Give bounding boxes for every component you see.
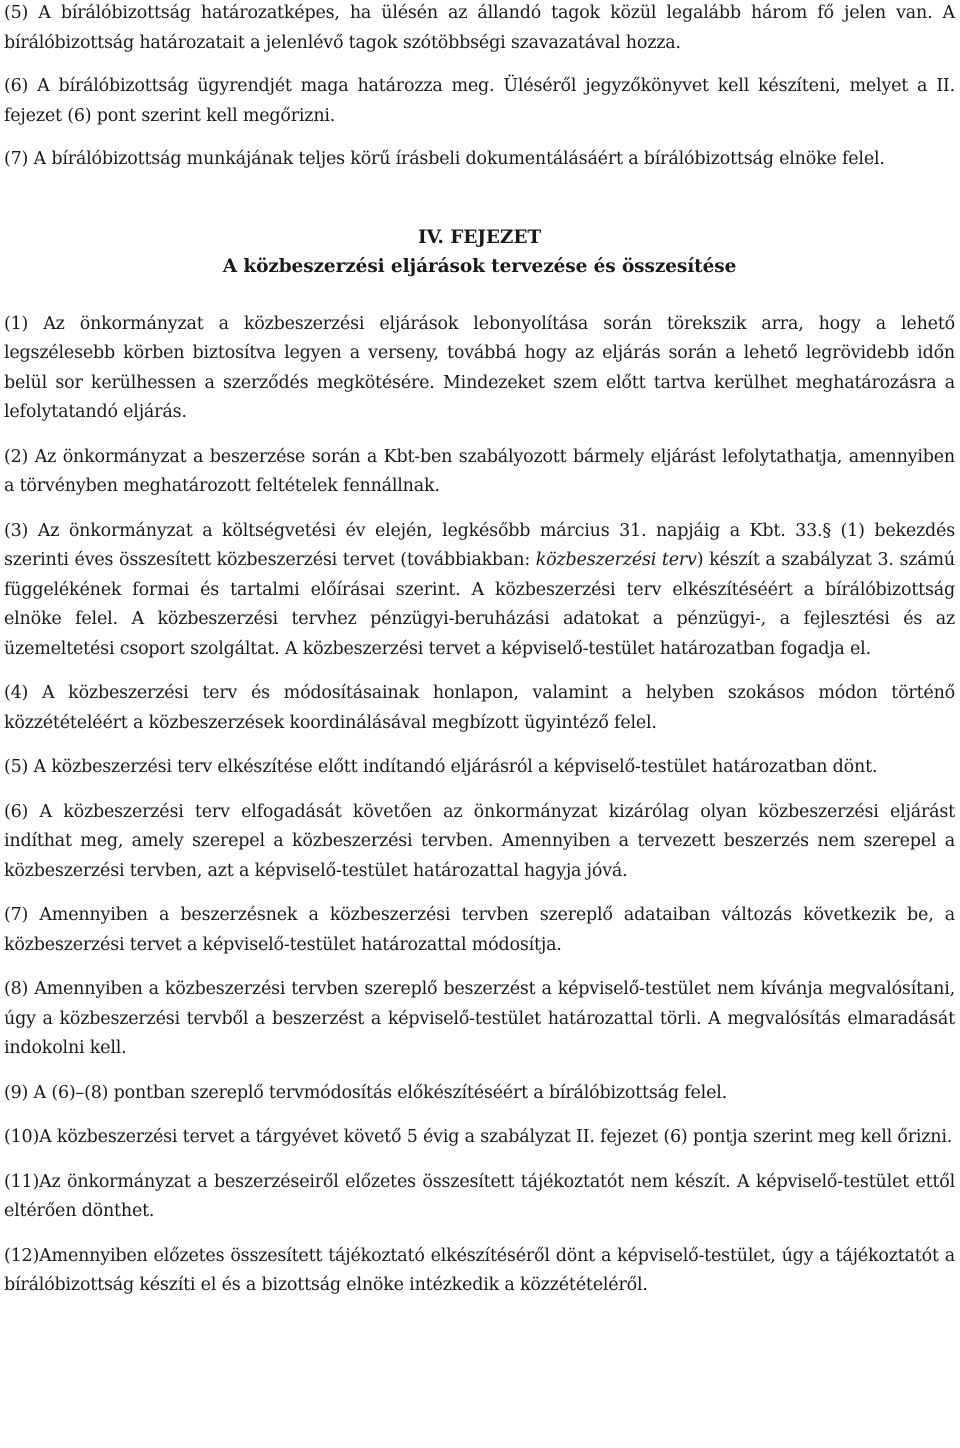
paragraph-6-top: (6) A bírálóbizottság ügyrendjét maga határozza meg. Üléséről jegyzőkönyvet kell készíteni, melyet a II. fejezet (6) pont szerint kell megőrizni. — [4, 76, 955, 126]
paragraph-3-italic-term: közbeszerzési terv — [535, 550, 697, 570]
chapter-number: IV. FEJEZET — [417, 226, 542, 248]
paragraph-8: (8) Amennyiben a közbeszerzési tervben szereplő beszerzést a képviselő-testület nem kívánja megvalósítani, úgy a közbeszerzési tervből a beszerzést a képviselő-testület határozattal törli. A megvalósítás elmaradását indokolni kell. — [4, 979, 955, 1058]
paragraph-3-text-b: ) készít a szabályzat 3. számú függelékének formai és tartalmi előírásai szerint. A közbeszerzési terv elkészítéséért a bírálóbizottság elnöke felel. A közbeszerzési tervhez pénzügyi-beruházási adatokat a pénzügyi-, a fejlesztési és az üzemeltetési csoport szolgáltat. A közbeszerzési tervet a képviselő-testület határozatban fogadja el. — [4, 550, 955, 659]
paragraph-7: (7) Amennyiben a beszerzésnek a közbeszerzési tervben szereplő adataiban változás következik be, a közbeszerzési tervet a képviselő-testület határozattal módosítja. — [4, 905, 955, 955]
paragraph-9: (9) A (6)–(8) pontban szereplő tervmódosítás előkészítéséért a bírálóbizottság felel. — [4, 1082, 727, 1103]
chapter-heading — [4, 223, 955, 282]
paragraph-12: (12)Amennyiben előzetes összesített tájékoztató elkészítéséről dönt a képviselő-testület, úgy a tájékoztatót a bírálóbizottság készíti el és a bizottság elnöke intézkedik a közzétételéről. — [4, 1245, 955, 1295]
paragraph-6: (6) A közbeszerzési terv elfogadását követően az önkormányzat kizárólag olyan közbeszerzési eljárást indíthat meg, amely szerepel a közbeszerzési tervben. Amennyiben a tervezett beszerzés nem szerepel a közbeszerzési tervben, azt a képviselő-testület határozattal hagyja jóvá. — [4, 801, 955, 881]
paragraph-5-top: (5) A bírálóbizottság határozatképes, ha ülésén az állandó tagok közül legalább három fő jelen van. A bírálóbizottság határozatait a jelenlévő tagok szótöbbségi szavazatával hozza. — [4, 3, 955, 53]
paragraph-4: (4) A közbeszerzési terv és módosításainak honlapon, valamint a helyben szokásos módon történő közzétételéért a közbeszerzések koordinálásával megbízott ügyintéző felel. — [4, 683, 955, 733]
paragraph-1: (1) Az önkormányzat a közbeszerzési eljárások lebonyolítása során törekszik arra, hogy a lehető legszélesebb körben biztosítva legyen a verseny, továbbá hogy az eljárás során a lehető legrövidebb időn belül sor kerülhessen a szerződés megkötésére. Mindezeket szem előtt tartva kerülhet meghatározásra a lefolytatandó eljárás. — [4, 313, 955, 422]
chapter-title: A közbeszerzési eljárások tervezése és összesítése — [222, 256, 737, 277]
paragraph-3 — [4, 517, 955, 665]
paragraph-2: (2) Az önkormányzat a beszerzése során a Kbt-ben szabályozott bármely eljárást lefolytathatja, amennyiben a törvényben meghatározott feltételek fennállnak. — [4, 446, 955, 496]
paragraph-3-text-a: (3) Az önkormányzat a költségvetési év elején, legkésőbb március 31. napjáig a Kbt. 33.§ (1) bekezdés szerinti éves összesített közbeszerzési tervet (továbbiakban: — [4, 520, 955, 570]
paragraph-10: (10)A közbeszerzési tervet a tárgyévet követő 5 évig a szabályzat II. fejezet (6) pontja szerint meg kell őrizni. — [4, 1127, 953, 1147]
paragraph-5: (5) A közbeszerzési terv elkészítése előtt indítandó eljárásról a képviselő-testület határozatban dönt. — [4, 757, 878, 777]
paragraph-11: (11)Az önkormányzat a beszerzéseiről előzetes összesített tájékoztatót nem készít. A képviselő-testület ettől eltérően dönthet. — [4, 1171, 955, 1221]
paragraph-7-top: (7) A bírálóbizottság munkájának teljes körű írásbeli dokumentálásáért a bírálóbizottság elnöke felel. — [4, 149, 885, 169]
